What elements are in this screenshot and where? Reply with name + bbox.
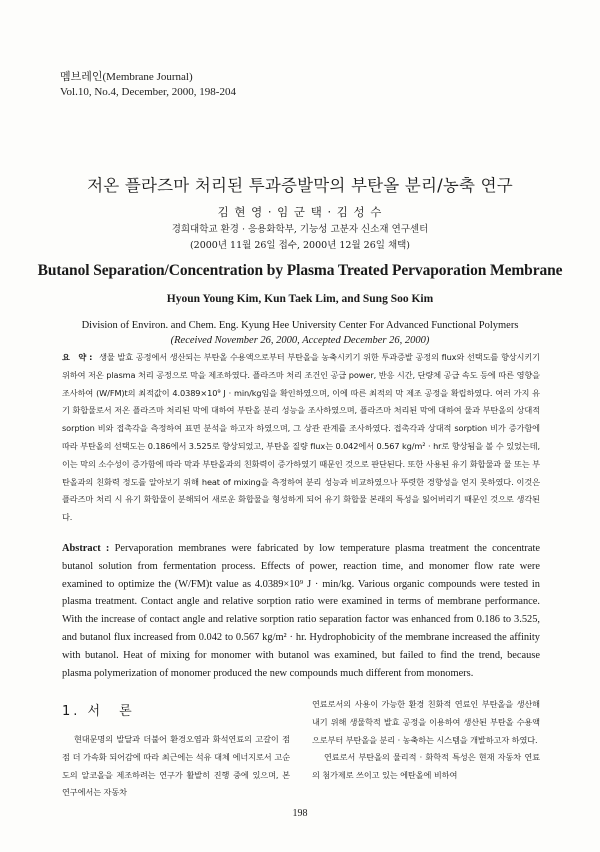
intro-paragraph-left: 현대문명의 발달과 더불어 환경오염과 화석연료의 고갈이 점점 더 가속화 되어감에 따라 최근에는 석유 대체 에너지로서 고순도의 알코올을 제조하려는 연구가 활발히 진행 중에 있으며, 본 연구에서는 자동차 xyxy=(62,734,290,798)
abstract-korean-text: 생물 발효 공정에서 생산되는 부탄올 수용액으로부터 부탄올을 농축시키기 위한 투과증발 공정의 flux와 선택도를 향상시키기 위하여 저온 plasma 처리 공정으로 막을 제조하였다. 플라즈마 처리 조건인 공급 power, 반응 시간, 단량체 공급 속도 등에 따른 영향을 조사하여 (W/FM)t의 최적값이 4.0389×10⁹ J · min/kg임을 확인하였으며, 이에 따른 최적의 막 제조 공정을 확립하였다. 여러 가지 유기 화합물로서 저온 플라즈마 처리된 막에 대하여 부탄올 분리 성능을 조사하였으며, 플라즈마 처리된 막에 대하여 물과 부탄올의 상대적 sorption 비와 접촉각을 측정하여 표면 분석을 하고자 하였으며, 그 상관 관계를 조사하였다. 접촉각과 상대적 sorption 비가 증가함에 따라 부탄올의 선택도는 0.186에서 3.525로 향상되었고, 부탄올 질량 flux는 0.042에서 0.567 kg/m² · hr로 향상됨을 볼 수 있었는데, 이는 막의 소수성이 증가함에 따라 막과 부탄올과의 친화력이 증가하였기 때문인 것으로 판단된다. 또한 사용된 유기 화합물과 물 또는 부탄올과의 친화력 정도를 알아보기 위해 heat of mixing을 측정하여 분리 성능과 비교하였으나 뚜렷한 경향성을 얻지 못하였다. 이것은 플라즈마 처리 시 유기 화합물이 분해되어 새로운 화합물을 형성하게 되어 유기 화합물 본래의 특성을 잃어버리기 때문인 것으로 생각된다. xyxy=(62,352,540,523)
affiliation-korean: 경희대학교 환경 · 응용화학부, 기능성 고분자 신소재 연구센터 xyxy=(171,224,429,235)
title-english: Butanol Separation/Concentration by Plasma Treated Pervaporation Membrane xyxy=(37,262,563,279)
abstract-english-lead: Abstract : xyxy=(62,543,110,554)
section-heading-introduction: 1. 서 론 xyxy=(62,704,135,719)
affiliation-english-block xyxy=(0,318,600,348)
authors-korean: 김 현 영 · 임 군 택 · 김 성 수 xyxy=(217,205,383,219)
journal-issue: Vol.10, No.4, December, 2000, 198-204 xyxy=(60,86,236,98)
authors-english: Hyoun Young Kim, Kun Taek Lim, and Sung Soo Kim xyxy=(166,293,434,305)
body-column-right xyxy=(312,696,540,785)
dates-english: (Received November 26, 2000, Accepted December 26, 2000) xyxy=(170,335,430,346)
abstract-english xyxy=(62,540,540,682)
journal-header xyxy=(60,70,236,100)
intro-paragraph-right-1: 연료로서의 사용이 가능한 환경 친화적 연료인 부탄올을 생산해내기 위해 생물학적 발효 공정을 이용하여 생산된 부탄올 수용액으로부터 부탄올을 분리 · 농축하는 시스템을 개발하고자 하였다. xyxy=(312,699,540,745)
affiliation-korean-block xyxy=(0,222,600,254)
abstract-korean-lead: 요 약 : xyxy=(62,352,93,362)
page-number: 198 xyxy=(292,808,308,819)
dates-korean: (2000년 11월 26일 접수, 2000년 12월 26일 채택) xyxy=(189,240,411,251)
body-column-left xyxy=(62,696,290,802)
abstract-korean xyxy=(62,349,540,527)
title-korean: 저온 플라즈마 처리된 투과증발막의 부탄올 분리/농축 연구 xyxy=(87,176,513,195)
journal-name: 멤브레인(Membrane Journal) xyxy=(60,71,193,83)
affiliation-english: Division of Environ. and Chem. Eng. Kyung Hee University Center For Advanced Functional Polymers xyxy=(81,320,519,331)
intro-paragraph-right-2: 연료로서 부탄올의 물리적 · 화학적 특성은 현재 자동차 연료의 첨가제로 쓰이고 있는 에탄올에 비하여 xyxy=(312,752,540,781)
abstract-english-text: Pervaporation membranes were fabricated by low temperature plasma treatment the concentrate butanol solution from fermentation process. Effects of power, reaction time, and monomer flow rate were examined to optimize the (W/FM)t value as 4.0389×10⁹ J · min/kg. Various organic compounds were tested in plasma treatment. Contact angle and relative sorption ratio were examined in terms of membrane performance. With the increase of contact angle and relative sorption ratio separation factor was enhanced from 0.186 to 3.525, and butanol flux increased from 0.042 to 0.567 kg/m² · hr. Hydrophobicity of the membrane increased the affinity with butanol. Heat of mixing for monomer with butanol was examined, but failed to find the trend, because plasma polymerization of monomer produced the new compounds much different from monomers. xyxy=(62,543,540,679)
